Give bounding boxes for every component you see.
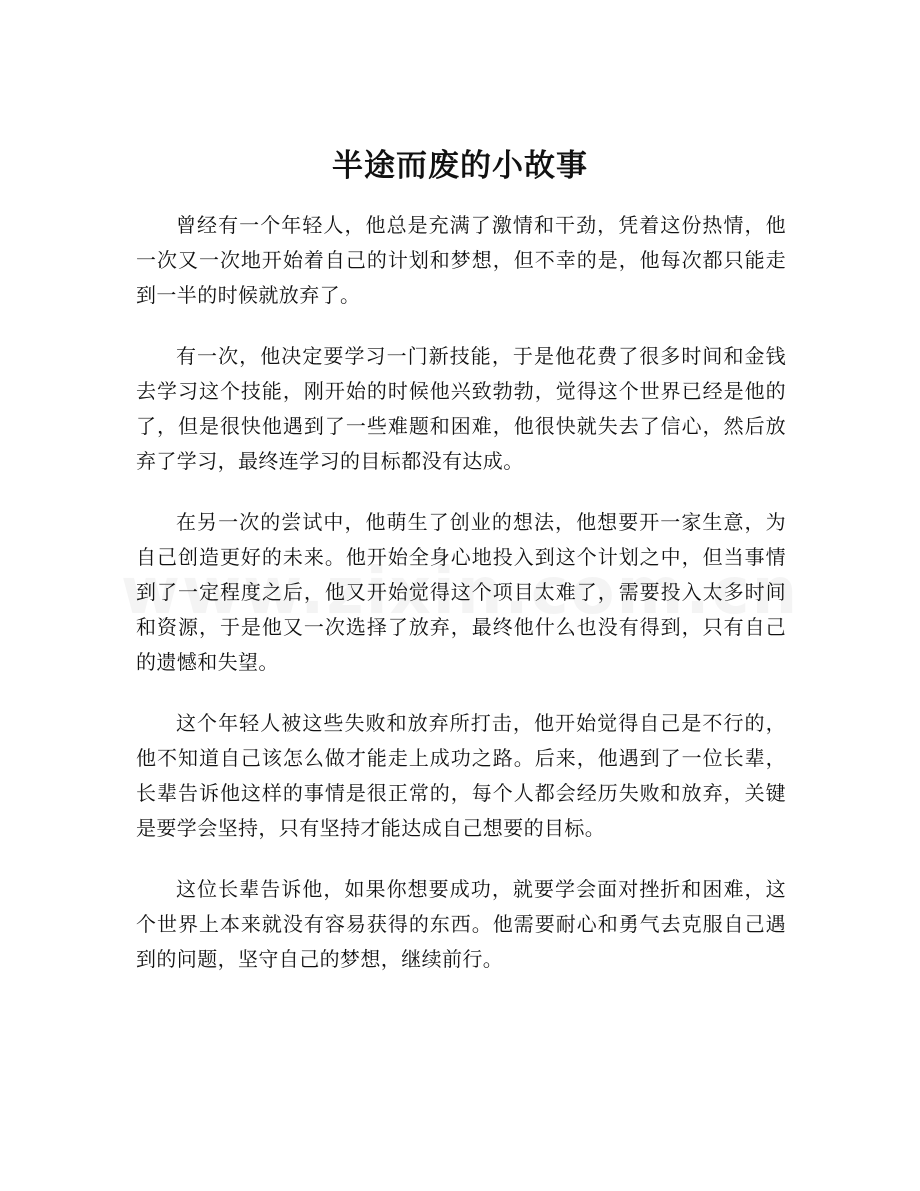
paragraph-3: 在另一次的尝试中，他萌生了创业的想法，他想要开一家生意，为自己创造更好的未来。他开始全身心地投入到这个计划之中，但当事情到了一定程度之后，他又开始觉得这个项目太难了，需要投入太多时间和资源，于是他又一次选择了放弃，最终他什么也没有得到，只有自己的遗憾和失望。 [136,510,786,674]
document-title: 半途而废的小故事 [332,148,588,184]
document-body [136,208,786,1003]
paragraph-4: 这个年轻人被这些失败和放弃所打击，他开始觉得自己是不行的，他不知道自己该怎么做才能走上成功之路。后来，他遇到了一位长辈，长辈告诉他这样的事情是很正常的，每个人都会经历失败和放弃，关键是要学会坚持，只有坚持才能达成自己想要的目标。 [136,711,786,840]
paragraph-5: 这位长辈告诉他，如果你想要成功，就要学会面对挫折和困难，这个世界上本来就没有容易获得的东西。他需要耐心和勇气去克服自己遇到的问题，坚守自己的梦想，继续前行。 [136,877,786,971]
paragraph-1: 曾经有一个年轻人，他总是充满了激情和干劲，凭着这份热情，他一次又一次地开始着自己的计划和梦想，但不幸的是，他每次都只能走到一半的时候就放弃了。 [136,213,786,307]
paragraph-2: 有一次，他决定要学习一门新技能，于是他花费了很多时间和金钱去学习这个技能，刚开始的时候他兴致勃勃，觉得这个世界已经是他的了，但是很快他遇到了一些难题和困难，他很快就失去了信心，然后放弃了学习，最终连学习的目标都没有达成。 [136,344,786,473]
